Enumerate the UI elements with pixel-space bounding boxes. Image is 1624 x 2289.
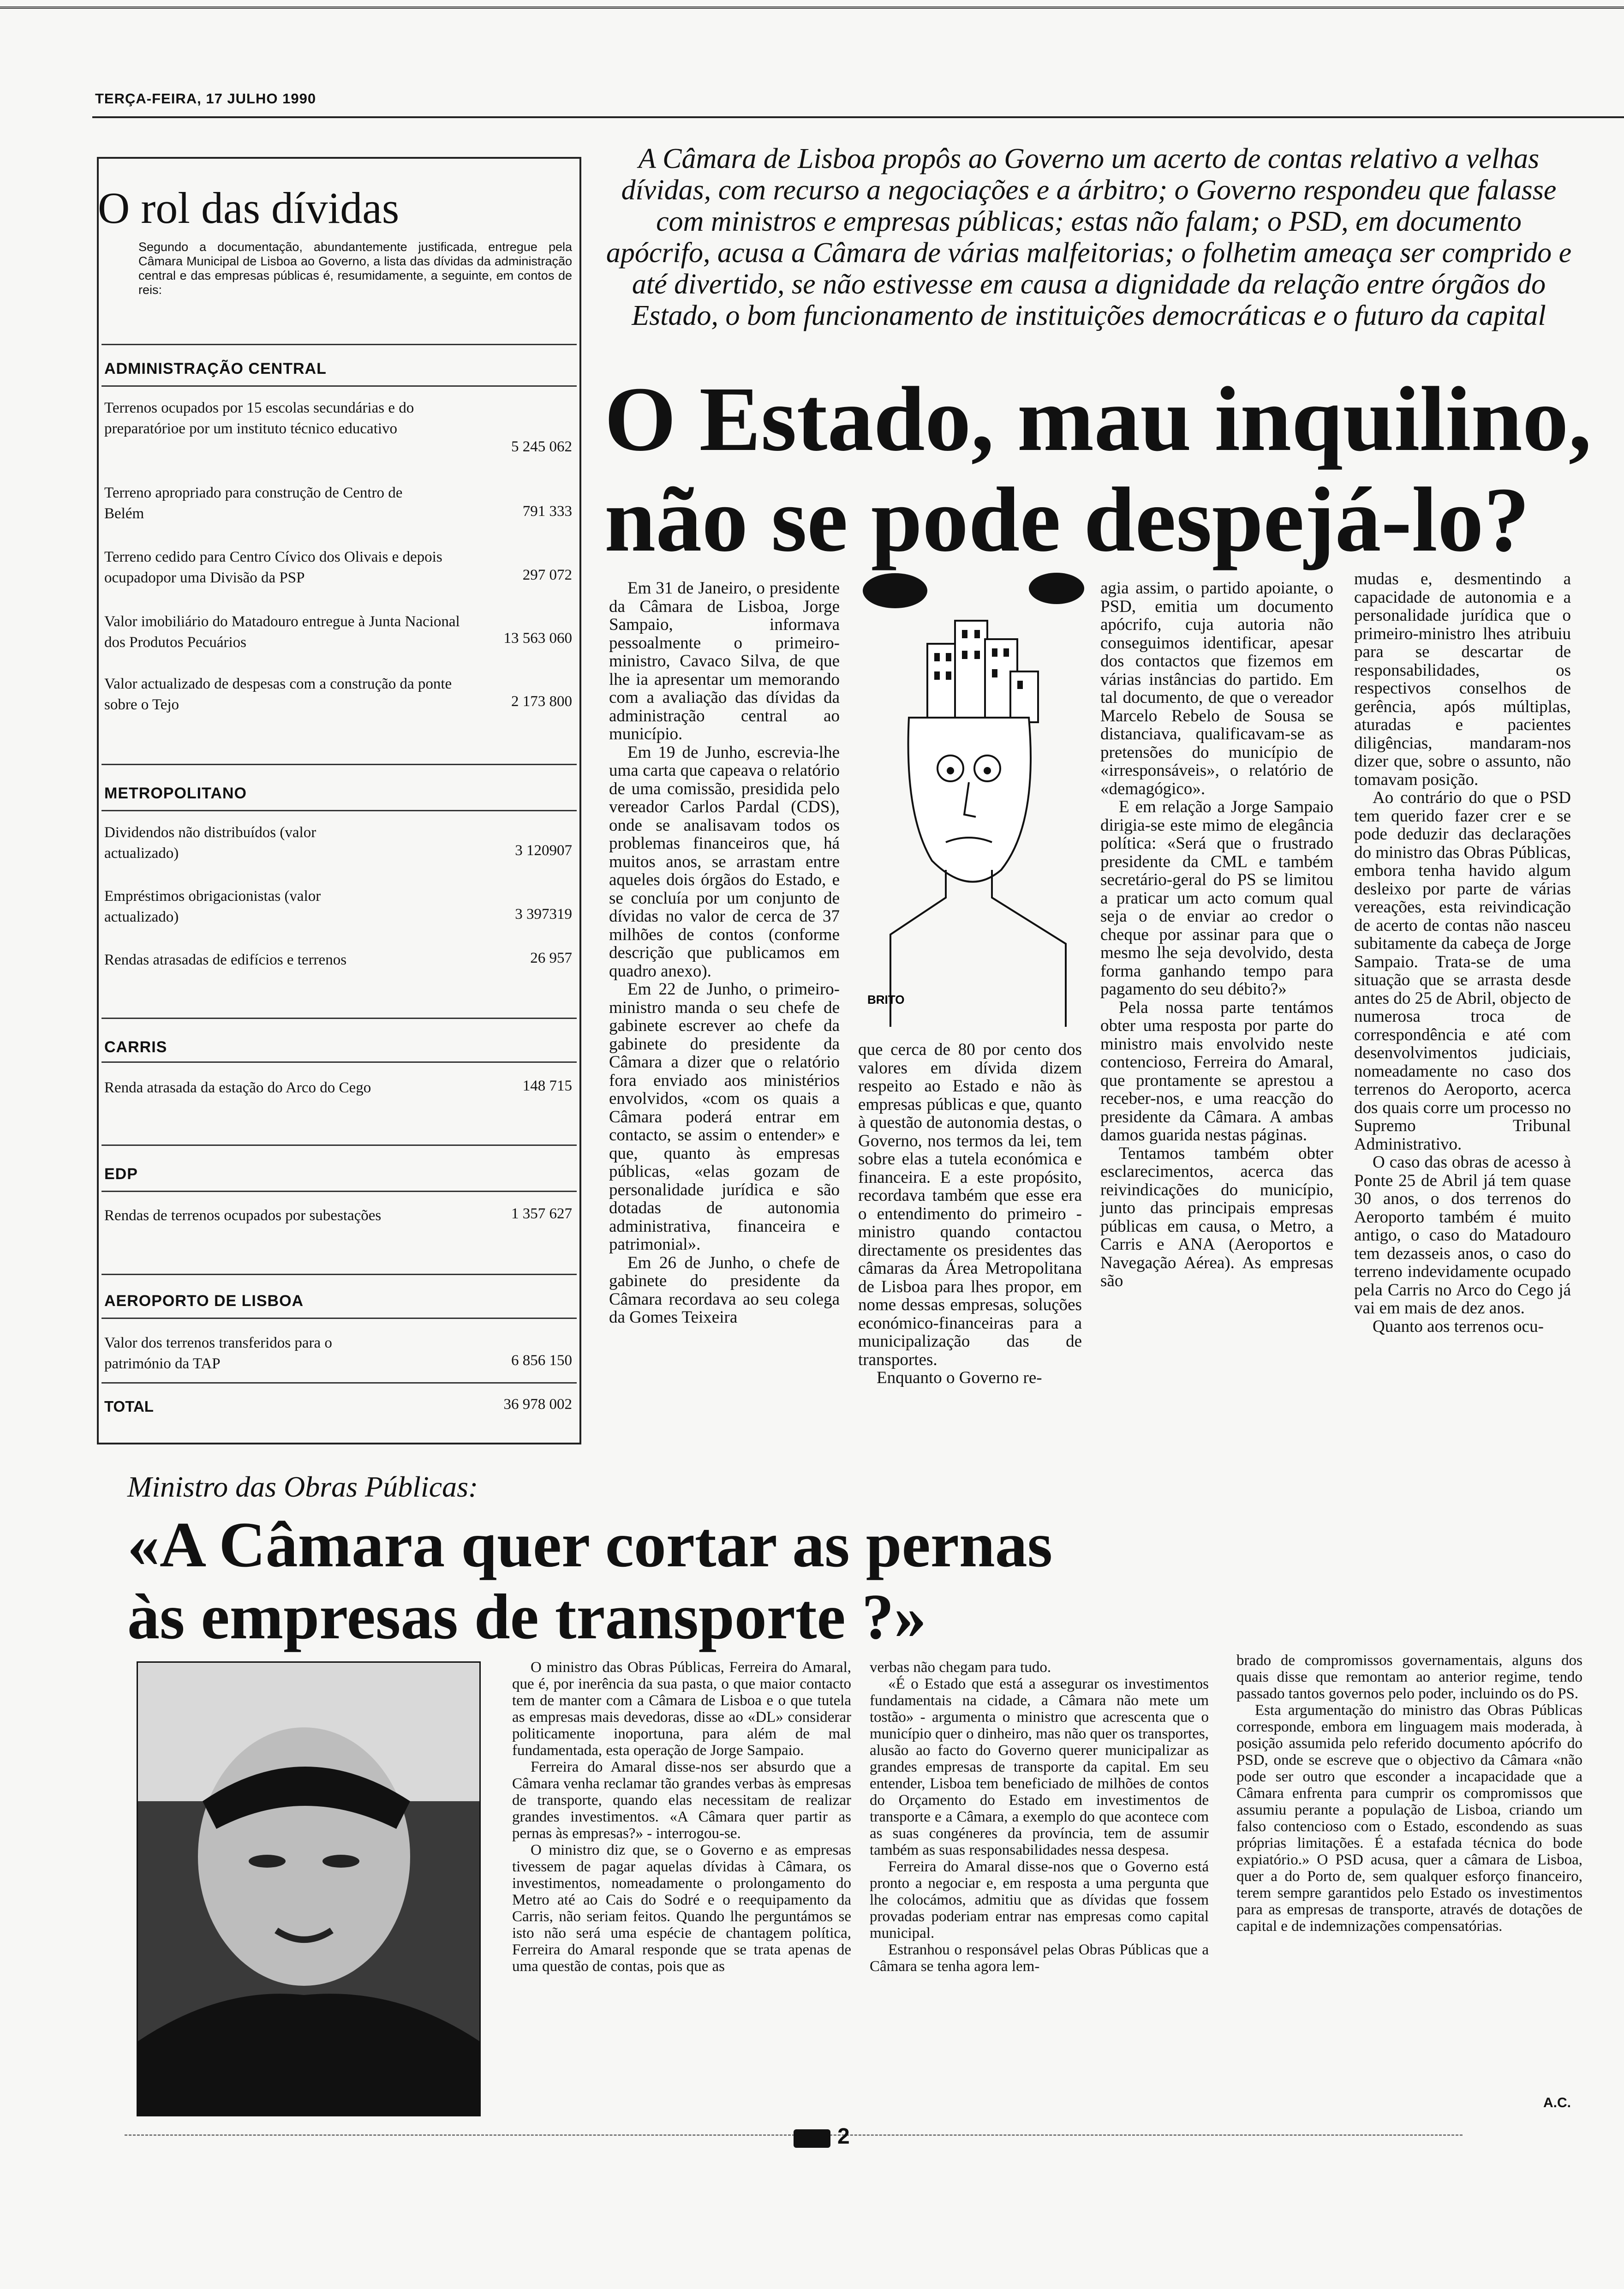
debt-item-value: 791 333: [522, 503, 572, 520]
debt-item-label: Rendas de terrenos ocupados por subestações: [104, 1207, 382, 1224]
debt-item-value: 6 856 150: [511, 1352, 572, 1369]
author-signature: A.C.: [1543, 2095, 1571, 2110]
debt-item-label: Terrenos ocupados por 15 escolas secundárias e do preparatórioe por um instituto técnico educativo: [104, 400, 414, 437]
paragraph: Quanto aos terrenos ocu-: [1373, 1317, 1544, 1336]
kicker: Ministro das Obras Públicas:: [127, 1470, 478, 1503]
paragraph: Esta argumentação do ministro das Obras Públicas corresponde, embora em linguagem mais moderada, à posição assumida pelo referido documento apócrifo do PSD, onde se escreve que o objectivo da Câmara «não pode ser outro que esconder a incapacidade que a Câmara enfrenta para cumprir os compromissos que assumiu perante a população de Lisboa, criando um falso contencioso com o Estado, escondendo as suas próprias limitações. É a estafada técnica do bode expiatório.» O PSD acusa, quer a câmara de Lisboa, quer a do Porto de, sem qualquer esforço financeiro, terem sempre garantidos pelo Estado os investimentos para as empresas de transporte, através de dotações de capital e de indemnizações compensatórias.: [1236, 1702, 1582, 1935]
page-number: 2: [837, 2124, 850, 2149]
debt-item-label: Terreno apropriado para construção de Centro de Belém: [104, 485, 403, 522]
debt-item-label: Valor actualizado de despesas com a construção da ponte sobre o Tejo: [104, 676, 452, 713]
debt-item-label: Renda atrasada da estação do Arco do Cego: [104, 1079, 371, 1096]
section-heading: ADMINISTRAÇÃO CENTRAL: [104, 360, 327, 378]
section-rule: [102, 1318, 577, 1319]
cartoon-signature: BRITO: [867, 993, 905, 1007]
section-rule: [102, 1274, 577, 1275]
paragraph: que cerca de 80 por cento dos valores em dívida dizem respeito ao Estado e não às empresas públicas e que, quanto à questão de autonomia destas, o Governo, nos termos da lei, tem sobre elas a tutela económica e financeira. E a este propósito, recordava também que esse era o entendimento do primeiro - ministro quando contactou directamente os presidentes das câmaras da Área Metropolitana de Lisboa para lhes propor, em nome dessas empresas, soluções económico-financeiras para a municipalização das de transportes.: [858, 1040, 1082, 1369]
headline-line: não se pode despejá-lo?: [604, 469, 1530, 571]
paragraph: O ministro das Obras Públicas, Ferreira do Amaral, que é, por inerência da sua pasta, o que maior contacto tem de manter com a Câmara de Lisboa e o que tutela as empresas mais devedoras, disse ao «DL» considerar politicamente inoportuna, para além de mal fundamentada, esta operação de Jorge Sampaio.: [512, 1659, 851, 1759]
paragraph: O ministro diz que, se o Governo e as empresas tivessem de pagar aquelas dívidas à Câmara, os investimentos, nomeadamente o prolongamento do Metro até ao Cais do Sodré e o reequipamento da Carris, não seriam feitos. Quando lhe perguntámos se isto não será uma espécie de chantagem política, Ferreira do Amaral responde que se trata apenas de uma questão de contas, pois que as: [512, 1842, 851, 1975]
section-rule: [102, 1018, 577, 1019]
paragraph: brado de compromissos governamentais, alguns dos quais disse que remontam ao anterior regime, tendo passado tantos governos pelo poder, incluindo os do PS.: [1236, 1652, 1582, 1702]
article2-column-3: [1236, 1652, 1582, 1935]
headline-line: O Estado, mau inquilino,: [604, 368, 1592, 470]
sidebar-title: O rol das dívidas: [98, 183, 400, 233]
debt-item-value: 13 563 060: [503, 630, 572, 647]
paragraph: O caso das obras de acesso à Ponte 25 de Abril já tem quase 30 anos, o dos terrenos do Aeroporto também é muito antigo, o caso do Matadouro tem dezasseis anos, o caso do terreno indevidamente ocupado pela Carris no Arco do Cego já vai em mais de dez anos.: [1354, 1153, 1571, 1318]
paragraph: mudas e, desmentindo a capacidade de autonomia e a personalidade jurídica que o primeiro-ministro lhes atribuiu para se descartar de responsabilidades, os respectivos conselhos de gerência, após múltiplas, aturadas e pacientes diligências, mandaram-nos dizer que, sobre o assunto, não tomavam posição.: [1354, 569, 1571, 789]
article1-column-2: [858, 1041, 1082, 1387]
section-heading: CARRIS: [104, 1038, 167, 1056]
paragraph: Estranhou o responsável pelas Obras Públicas que a Câmara se tenha agora lem-: [870, 1941, 1209, 1975]
debt-item-value: 5 245 062: [511, 438, 572, 455]
cloud-icon: [863, 573, 927, 608]
paragraph: Em 26 de Junho, o chefe de gabinete do presidente da Câmara recordava ao seu colega da Gomes Teixeira: [609, 1253, 840, 1327]
article2-column-2: [870, 1659, 1209, 1975]
cloud-icon: [1029, 573, 1084, 604]
paragraph: verbas não chegam para tudo.: [870, 1659, 1051, 1676]
main-headline: [604, 369, 1596, 570]
debt-item-value: 297 072: [522, 567, 572, 583]
article2-column-1: [512, 1659, 851, 1975]
article1-column-4: [1354, 570, 1571, 1336]
paragraph: Em 31 de Janeiro, o presidente da Câmara de Lisboa, Jorge Sampaio, informava pessoalmente o primeiro-ministro, Cavaco Silva, de que lhe ia apresentar um memorando com a avaliação das dívidas da administração central ao município.: [609, 579, 840, 743]
section-rule: [102, 1382, 577, 1384]
debt-item-label: Dividendos não distribuídos (valor actualizado): [104, 824, 316, 862]
section-heading: AEROPORTO DE LISBOA: [104, 1292, 304, 1310]
paragraph: Em 19 de Junho, escrevia-lhe uma carta que capeava o relatório de uma comissão, presidida pelo vereador Carlos Pardal (CDS), onde se analisavam todos os problemas financeiros que, há muitos anos, se arrastam entre aqueles dois órgãos do Estado, e se concluía por um conjunto de dívidas no valor de cerca de 37 milhões de contos (conforme descrição que publicamos em quadro anexo).: [609, 743, 840, 981]
section-rule: [102, 764, 577, 765]
total-label: TOTAL: [104, 1398, 154, 1415]
section-rule: [102, 1191, 577, 1192]
headline-line: às empresas de transporte ?»: [127, 1581, 926, 1653]
article1-column-3: [1100, 579, 1333, 1290]
paragraph: Enquanto o Governo re-: [877, 1368, 1042, 1387]
header-rule: [92, 116, 1624, 118]
paragraph: Em 22 de Junho, o primeiro-ministro manda o seu chefe de gabinete escrever ao chefe da gabinete do presidente da Câmara a dizer que o relatório fora enviado aos ministérios envolvidos, «com os quais a Câmara poderá entrar em contacto, se assim o entender» e que, quanto às empresas públicas, «elas gozam de personalidade jurídica e são dotadas de autonomia administrativa, financeira e patrimonial».: [609, 980, 840, 1254]
debt-item-label: Valor dos terrenos transferidos para o património da TAP: [104, 1335, 332, 1372]
paragraph: Ferreira do Amaral disse-nos que o Governo está pronto a negociar e, em resposta a uma pergunta que lhe colocámos, admitiu que as dívidas que fossem provadas poderiam entrar nas empresas como capital municipal.: [870, 1858, 1209, 1941]
paragraph: «É o Estado que está a assegurar os investimentos fundamentais na cidade, a Câmara não mete um tostão» - argumenta o ministro que acrescenta que o município quer o dinheiro, mas não quer os transportes, alusão ao facto do Governo querer municipalizar as grandes empresas de transporte da capital. Em seu entender, Lisboa tem beneficiado de milhões de contos do Orçamento do Estado em investimentos de transporte e a Câmara, a exemplo do que acontece com as suas congéneres da província, tem de assumir também as suas responsabilidades nessa despesa.: [870, 1676, 1209, 1858]
debt-item-value: 2 173 800: [511, 693, 572, 710]
debt-item-value: 3 120907: [515, 842, 572, 859]
debt-item-value: 148 715: [522, 1078, 572, 1094]
top-border: [0, 6, 1624, 9]
section-heading: EDP: [104, 1165, 138, 1183]
paragraph: E em relação a Jorge Sampaio dirigia-se este mimo de elegância política: «Será que o frustrado presidente da CML e também secretário-geral do PS se limitou a praticar um acto comum qual seja o de enviar ao credor o cheque por assinar para que o mesmo lhe seja devolvido, desta forma ganhando tempo para pagamento do seu débito?»: [1100, 797, 1333, 999]
debt-item-value: 3 397319: [515, 906, 572, 923]
section-rule: [102, 385, 577, 387]
cartoon-illustration: [854, 565, 1084, 1027]
paragraph: Pela nossa parte tentámos obter uma resposta por parte do ministro mais envolvido neste contencioso, Ferreira do Amaral, que prontamente se aprestou a receber-nos, e uma reacção do presidente da Câmara. A ambas damos guarida nestas páginas.: [1100, 998, 1333, 1144]
paragraph: agia assim, o partido apoiante, o PSD, emitia um documento apócrifo, cuja autoria não conseguimos identificar, apesar dos contactos que fizemos em várias instâncias do partido. Em tal documento, de que o vereador Marcelo Rebelo de Sousa se distanciava, qualificavam-se as pretensões do município de «irresponsáveis», o relatório de «demagógico».: [1100, 579, 1333, 798]
section-rule: [102, 1144, 577, 1146]
debt-item-label: Empréstimos obrigacionistas (valor actualizado): [104, 888, 321, 925]
dateline: TERÇA-FEIRA, 17 JULHO 1990: [95, 90, 316, 107]
newspaper-logo-icon: [794, 2129, 830, 2148]
section-heading: METROPOLITANO: [104, 785, 247, 802]
paragraph: Ao contrário do que o PSD tem querido fazer crer e se pode deduzir das declarações do ministro das Obras Públicas, embora tenha havido algum desleixo por parte de várias vereações, esta reivindicação de acerto de contas não nasceu subitamente da cabeça de Jorge Sampaio. Trata-se de uma situação que se arrasta desde antes do 25 de Abril, objecto de numerosa troca de correspondência e até com desenvolvimentos judiciais, nomeadamente no caso dos terrenos do Aeroporto, acerca dos quais corre um processo no Supremo Tribunal Administrativo.: [1354, 788, 1571, 1154]
debt-item-label: Rendas atrasadas de edifícios e terrenos: [104, 952, 347, 968]
sidebar-divider: [102, 344, 577, 345]
debt-item-label: Valor imobiliário do Matadouro entregue à Junta Nacional dos Produtos Pecuários: [104, 613, 460, 651]
article1-column-1: [609, 579, 840, 1327]
total-value: 36 978 002: [503, 1396, 572, 1413]
sidebar-intro: Segundo a documentação, abundantemente justificada, entregue pela Câmara Municipal de Lisboa ao Governo, a lista das dívidas da administração central e das empresas públicas é, resumidamente, a seguinte, em contos de reis:: [138, 240, 572, 297]
minister-photo: [137, 1661, 481, 2116]
debt-item-label: Terreno cedido para Centro Cívico dos Olivais e depois ocupadopor uma Divisão da PSP: [104, 549, 442, 586]
headline-line: «A Câmara quer cortar as pernas: [127, 1509, 1053, 1581]
paragraph: Tentamos também obter esclarecimentos, acerca das reivindicações do município, junto das principais empresas públicas em causa, o Metro, a Carris e ANA (Aeroportos e Navegação Aérea). As empresas são: [1100, 1144, 1333, 1290]
standfirst: A Câmara de Lisboa propôs ao Governo um acerto de contas relativo a velhas dívidas, com recurso a negociações e a árbitro; o Governo respondeu que falasse com ministros e empresas públicas; estas não falam; o PSD, em documento apócrifo, acusa a Câmara de várias malfeitorias; o folhetim ameaça ser comprido e até divertido, se não estivesse em causa a dignidade da relação entre órgãos do Estado, o bom funcionamento de instituições democráticas e o futuro da capital: [606, 143, 1572, 331]
portrait-image: [138, 1663, 479, 2115]
section-rule: [102, 810, 577, 811]
secondary-headline: [127, 1509, 1419, 1653]
section-rule: [102, 1061, 577, 1063]
debt-item-value: 1 357 627: [511, 1205, 572, 1222]
debt-item-value: 26 957: [530, 950, 572, 966]
paragraph: Ferreira do Amaral disse-nos ser absurdo que a Câmara venha reclamar tão grandes verbas às empresas de transporte, quando elas necessitam de realizar grandes investimentos. «A Câmara quer partir as pernas às empresas?» - interrogou-se.: [512, 1759, 851, 1842]
